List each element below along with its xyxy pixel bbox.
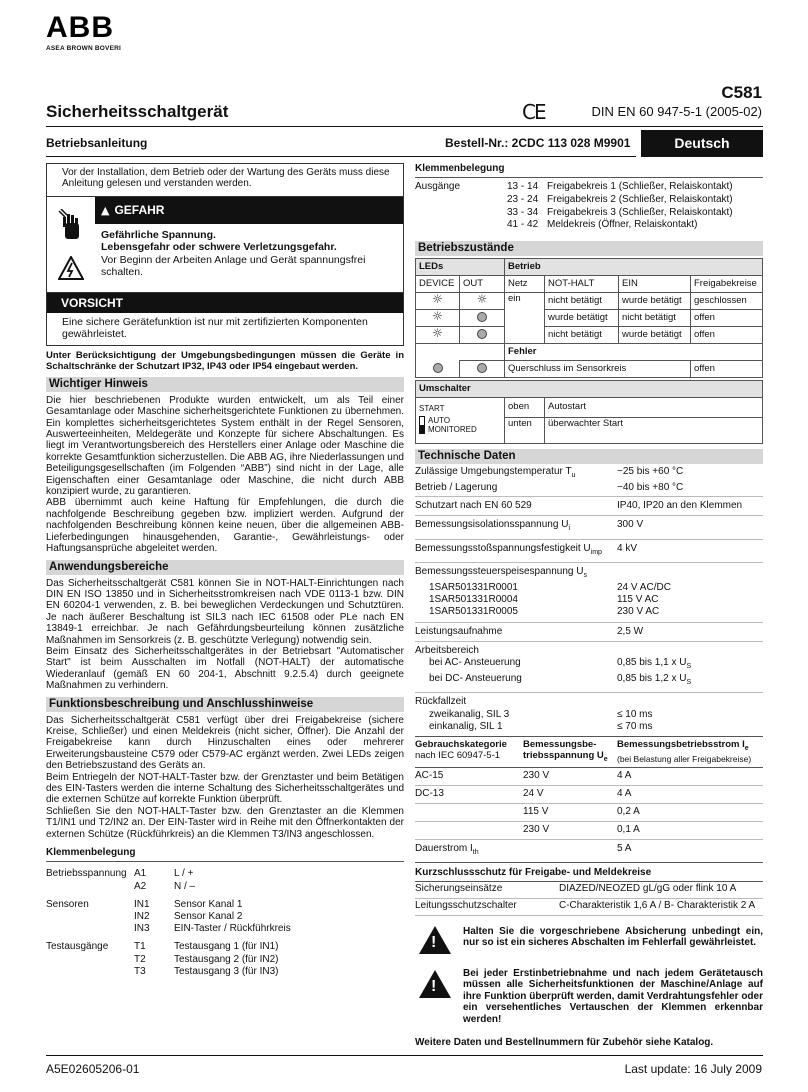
notice-text: Vor der Installation, dem Betrieb oder der Wartung des Geräts muss diese Anleitung gelesen und verstanden werden.	[62, 167, 390, 190]
state-cell: nicht betätigt	[619, 309, 691, 326]
warning-1	[415, 926, 763, 958]
gk-volt: 24 V	[523, 788, 544, 800]
warning-text: Bei jeder Erstinbetriebnahme und nach jedem Gerätetausch müssen alle Sicherheitsfunktionen der Maschine/Anlage auf ihre Funktion überprüft werden, damit Verdrahtungsfehler oder ein versehentliches Vertauschen der Klemmen erkennbar werden!	[463, 967, 763, 1025]
gk-rows	[415, 768, 763, 840]
tech-label: bei AC- Ansteuerung	[429, 657, 521, 668]
terminal-row	[134, 868, 195, 880]
kurz-row	[415, 882, 763, 899]
terminal-group	[46, 899, 404, 936]
kurz-label: Sicherungseinsätze	[415, 883, 503, 895]
col-nothalt: NOT-HALT	[545, 275, 619, 292]
tech-label: Rückfallzeit	[415, 696, 467, 708]
tech-label: Bemessungssteuerspeisespannung U	[415, 565, 584, 577]
terminal-group	[46, 941, 404, 978]
tech-sub: S	[686, 663, 692, 670]
danger-line: Lebensgefahr oder schwere Verletzungsgefahr.	[101, 241, 337, 254]
tech-label: Schutzart nach EN 60 529	[415, 500, 532, 512]
betrieb-header: Betrieb	[505, 258, 763, 275]
section-heading-tech: Technische Daten	[415, 449, 763, 464]
terminal-id: 33 - 34	[507, 206, 539, 218]
terminal-row	[134, 954, 279, 966]
supply-id: 1SAR501331R0004	[429, 594, 518, 606]
high-voltage-icon	[58, 256, 84, 280]
warning-triangle-icon: ▲	[101, 203, 110, 217]
logo-subtitle: ASEA BROWN BOVERI	[46, 45, 122, 52]
klemmen-left-table	[46, 868, 404, 978]
right-column	[415, 163, 763, 1049]
klemmen-right-list	[507, 181, 733, 231]
terminal-row	[134, 923, 291, 935]
terminal-desc: EIN-Taster / Rückführkreis	[174, 923, 291, 935]
caution-box	[46, 293, 404, 346]
funktion-paragraph: Schließen Sie den NOT-HALT-Taster bzw. den Grenztaster an die Klemmen T1/IN1 und T2/IN2 an. Der EIN-Taster wird in Reihe mit den Öffnerkontakten der externen Schütze (Rückführkreis) an die Klemmen T3/IN3 angeschlossen.	[46, 805, 404, 840]
terminal-desc: Meldekreis (Öffner, Relaiskontakt)	[547, 219, 698, 231]
switch-start-label: START	[419, 403, 445, 413]
tech-value: 0,85 bis 1,2 x U	[617, 673, 687, 685]
warning-2	[415, 968, 763, 1025]
kurz-value: DIAZED/NEOZED gL/gG oder flink 10 A	[559, 883, 737, 895]
tech-label: Zulässige Umgebungstemperatur T	[415, 465, 572, 477]
tech-label: Bemessungsisolationsspannung U	[415, 519, 569, 531]
tech-value: 0,85 bis 1,1 x U	[617, 657, 687, 668]
section-heading-anwendung: Anwendungsbereiche	[46, 560, 404, 575]
terminal-desc: Freigabekreis 1 (Schließer, Relaiskontakt)	[547, 181, 733, 193]
terminal-id: T2	[134, 953, 146, 965]
gk-sub: e	[603, 755, 608, 763]
danger-icons	[47, 197, 95, 292]
tech-label: zweikanalig, SIL 3	[429, 708, 510, 720]
gk-h1b: nach IEC 60947-5-1	[415, 750, 501, 762]
footer-doc-number: A5E02605206-01	[46, 1062, 140, 1076]
range-block	[415, 642, 763, 694]
danger-label: GEFAHR	[114, 203, 165, 218]
supply-value: 24 V AC/DC	[617, 581, 671, 593]
supply-id: 1SAR501331R0005	[429, 606, 518, 618]
model-number: C581	[721, 83, 762, 102]
fehler-header: Fehler	[505, 343, 763, 360]
switch-val: überwachter Start	[545, 417, 763, 443]
supply-row	[415, 606, 763, 618]
danger-line: Gefährliche Spannung.	[101, 229, 216, 241]
tech-value: IP40, IP20 an den Klemmen	[617, 500, 743, 512]
klemmen-right-block	[415, 181, 763, 231]
switch-slider-icon	[419, 416, 425, 434]
terminal-desc: N / –	[174, 880, 196, 892]
terminal-rows	[134, 899, 291, 936]
klemmen-right-label: Ausgänge	[415, 181, 461, 193]
umschalter-header: Umschalter	[416, 380, 763, 397]
terminal-id: T1	[134, 941, 146, 953]
terminal-id: 23 - 24	[507, 193, 539, 205]
supply-row	[415, 594, 763, 606]
warning-icon: !	[415, 968, 463, 1002]
tech-value: −25 bis +60 °C	[617, 465, 684, 477]
gk-header	[415, 737, 763, 768]
terminal-id: IN2	[134, 911, 150, 923]
gk-row	[415, 786, 763, 804]
terminal-id: IN3	[134, 923, 150, 935]
supply-value: 115 V AC	[617, 594, 659, 606]
gk-curr: 0,1 A	[617, 824, 640, 836]
led-on-icon: ☼	[432, 309, 443, 324]
order-number: Bestell-Nr.: 2CDC 113 028 M9901	[445, 136, 631, 150]
terminal-row	[134, 911, 291, 923]
terminal-id: A1	[134, 868, 147, 880]
ce-mark-icon: CE	[522, 100, 545, 124]
gk-row	[415, 768, 763, 786]
enclosure-note: Unter Berücksichtigung der Umgebungsbedingungen müssen die Geräte in Schaltschränke der Schutzart IP32, IP43 oder IP54 eingebaut werden.	[46, 350, 404, 373]
state-cell: wurde betätigt	[545, 309, 619, 326]
switch-auto-label: AUTO	[428, 415, 451, 425]
switch-diagram	[416, 397, 505, 443]
section-heading-wichtig: Wichtiger Hinweis	[46, 377, 404, 392]
terminal-row	[507, 219, 733, 232]
tech-label: Betrieb / Lagerung	[415, 481, 498, 493]
tech-sub: S	[686, 679, 692, 687]
terminal-row	[507, 181, 733, 194]
tech-sub: th	[472, 848, 479, 856]
danger-box	[46, 197, 404, 293]
tech-label: Dauerstrom I	[415, 842, 473, 854]
klemmen-right-title: Klemmenbelegung	[415, 163, 763, 178]
terminal-id: A2	[134, 880, 147, 892]
supply-value: 230 V AC	[617, 606, 660, 618]
switch-pos: unten	[505, 417, 545, 443]
netz-value: ein	[505, 292, 545, 343]
gk-curr: 4 A	[617, 788, 632, 800]
caution-text: Eine sichere Gerätefunktion ist nur mit zertifizierten Komponenten gewährleistet.	[62, 316, 368, 341]
supply-list	[415, 582, 763, 619]
terminal-row	[134, 899, 291, 911]
gk-cat: DC-13	[415, 788, 444, 800]
terminal-id: IN1	[134, 898, 150, 910]
terminal-group-label: Betriebsspannung	[46, 868, 127, 880]
col-device: DEVICE	[416, 275, 460, 292]
tech-label: Arbeitsbereich	[415, 644, 479, 656]
tech-sub: s	[583, 571, 587, 579]
switch-pos: oben	[505, 397, 545, 417]
tech-label: Leistungsaufnahme	[415, 625, 503, 637]
fehler-state: offen	[691, 360, 763, 377]
terminal-id: T3	[134, 965, 146, 977]
col-ein: EIN	[619, 275, 691, 292]
gk-h1: Gebrauchskategorie	[415, 739, 507, 751]
state-cell: nicht betätigt	[545, 326, 619, 343]
gk-curr: 0,2 A	[617, 806, 640, 818]
state-cell: wurde betätigt	[619, 292, 691, 309]
kurz-title: Kurzschlussschutz für Freigabe- und Meldekreise	[415, 867, 763, 881]
terminal-rows	[134, 868, 195, 892]
terminal-row	[507, 207, 733, 220]
tech-label: bei DC- Ansteuerung	[429, 673, 522, 685]
left-column	[46, 163, 404, 978]
state-cell: offen	[691, 309, 763, 326]
tech-label: einkanalig, SIL 1	[429, 720, 503, 732]
tech-sub: i	[568, 525, 570, 533]
terminal-row	[134, 941, 279, 953]
gk-volt: 115 V	[523, 806, 549, 818]
funktion-paragraph: Das Sicherheitsschaltgerät C581 verfügt über drei Freigabekreise (sichere Kreise, Schließer) und einen Meldekreis (nicht sicher, Öffner). Die Anzahl der Freigabekreise kann durch Hinzuschalten eines oder mehrerer Erweiterungsbausteine C579 oder C579-AC ergänzt werden. Zwei LEDs zeigen den Betriebszustand des Geräts an.	[46, 714, 404, 772]
kurz-rows	[415, 882, 763, 916]
tech-sub: imp	[590, 548, 602, 556]
terminal-row	[507, 194, 733, 207]
col-out: OUT	[460, 275, 505, 292]
fehler-text: Querschluss im Sensorkreis	[505, 360, 691, 377]
led-off-icon	[433, 363, 443, 373]
tech-value: 300 V	[617, 519, 644, 531]
switch-val: Autostart	[545, 397, 763, 417]
gk-h3: Bemessungsbetriebsstrom I	[617, 739, 745, 751]
tech-value: 4 kV	[617, 542, 638, 554]
section-heading-betrieb: Betriebszustände	[415, 241, 763, 256]
klemmen-left-title: Klemmenbelegung	[46, 847, 404, 862]
gk-row	[415, 822, 763, 840]
danger-content	[95, 197, 403, 292]
tech-data	[415, 466, 763, 1050]
section-heading-funktion: Funktionsbeschreibung und Anschlusshinweise	[46, 697, 404, 712]
gk-curr: 4 A	[617, 770, 632, 782]
anwendung-paragraph: Beim Einsatz des Sicherheitsschaltgerätes in der Betriebsart "Automatischer Start" ist beim Ausschalten im Notfall (NOT-HALT) der automatische Wiederanlauf (gemäß EN 60 204-1, Abschnitt 9.2.5.4) durch geeignete Maßnahmen zu verhindern.	[46, 645, 404, 692]
kurz-value: C-Charakteristik 1,6 A / B- Charakteristik 2 A	[559, 900, 756, 912]
state-cell: nicht betätigt	[545, 292, 619, 309]
tech-value: ≤ 70 ms	[617, 720, 653, 732]
tech-label: Bemessungsstoßspannungsfestigkeit U	[415, 542, 591, 554]
col-netz: Netz	[505, 275, 545, 292]
switch-monitored-label: MONITORED	[428, 424, 477, 434]
gk-h3b: (bei Belastung aller Freigabekreise)	[617, 753, 752, 764]
supply-id: 1SAR501331R0001	[429, 581, 518, 593]
wichtig-paragraph: Die hier beschriebenen Produkte wurden entwickelt, um als Teil einer Gesamtanlage oder Maschine sicherheitsgerichtete Funktionen zu übernehmen. Ein komplettes sicherheitsgerichtetes System enthält in der Regel Sensoren, Auswerteeinheiten, Meldegeräte und Konzepte für sichere Abschaltungen. Es liegt im Verantwortungsbereich des Herstellers einer Anlage oder Maschine die korrekte Gesamtfunktion sicherzustellen. Die ABB AG, ihre Niederlassungen und Beteiligungsgesellschaften (im Folgenden “ABB”) sind nicht in der Lage, alle Eigenschaften einer Gesamtanlage oder Maschine, die nicht durch ABB konzipiert wurde, zu garantieren.	[46, 394, 404, 498]
gk-h2b: triebsspannung U	[523, 750, 604, 762]
led-off-icon	[477, 329, 487, 339]
terminal-id: 13 - 14	[507, 181, 539, 193]
divider	[46, 156, 636, 157]
gk-row	[415, 804, 763, 822]
page-title: Sicherheitsschaltgerät	[46, 102, 229, 121]
terminal-desc: Testausgang 2 (für IN2)	[174, 953, 279, 965]
supply-row	[415, 582, 763, 594]
danger-line: Vor Beginn der Arbeiten Anlage und Gerät spannungsfrei schalten.	[101, 253, 366, 279]
led-off-icon	[477, 363, 487, 373]
gk-h2: Bemessungsbe-	[523, 739, 597, 751]
tech-value: 5 A	[617, 842, 632, 854]
gk-volt: 230 V	[523, 824, 550, 836]
col-freigabe: Freigabekreise	[691, 275, 763, 292]
betrieb-table	[415, 258, 763, 378]
gk-cat: AC-15	[415, 770, 444, 782]
terminal-id: 41 - 42	[507, 219, 539, 231]
led-on-icon: ☼	[432, 326, 443, 341]
norm-reference: DIN EN 60 947-5-1 (2005-02)	[591, 104, 762, 119]
state-cell: offen	[691, 326, 763, 343]
warning-icon: !	[415, 926, 463, 958]
abb-logo	[46, 11, 126, 53]
terminal-group-label: Sensoren	[46, 898, 89, 910]
divider	[46, 126, 763, 127]
terminal-row	[134, 966, 279, 978]
state-cell: geschlossen	[691, 292, 763, 309]
terminal-desc: Freigabekreis 3 (Schließer, Relaiskontakt)	[547, 206, 733, 218]
anwendung-paragraph: Das Sicherheitsschaltgerät C581 können Sie in NOT-HALT-Einrichtungen nach DIN EN ISO 13850 und in Sicherheitsstromkreisen nach VDE 0113-1 bzw. DIN EN 60204-1 verwenden, z. B. bei beweglichen Verdeckungen und Schutztüren. Je nach äußerer Beschaltung ist SIL3 nach IEC 61508 oder PLe nach EN 13849-1 erreichbar. Je nach Gefährdungsbeurteilung können zusätzliche Maßnahmen im Sensorkreis (z. B. geschützte Verlegung) notwendig sein.	[46, 577, 404, 646]
tech-value: 2,5 W	[617, 625, 644, 637]
kurz-row	[415, 899, 763, 916]
danger-text	[95, 224, 403, 279]
led-on-icon: ☼	[476, 292, 488, 307]
logo-text: ABB	[46, 11, 114, 44]
funktion-paragraph: Beim Entriegeln der NOT-HALT-Taster bzw. der Grenztaster und beim Betätigen des EIN-Tasters werden die interne Schaltung des Sicherheitsschaltgerätes und die externen Schütze auf korrekte Funktion überprüft.	[46, 771, 404, 806]
more-info: Weitere Daten und Bestellnummern für Zubehör siehe Katalog.	[415, 1036, 714, 1048]
terminal-desc: L / +	[174, 868, 194, 880]
release-block	[415, 693, 763, 737]
terminal-desc: Testausgang 3 (für IN3)	[174, 965, 279, 977]
terminal-rows	[134, 941, 279, 978]
led-on-icon: ☼	[432, 292, 443, 307]
tech-value: −40 bis +80 °C	[617, 481, 684, 493]
gk-sub: e	[744, 744, 749, 752]
umschalter-table	[415, 380, 763, 444]
notice-box	[46, 163, 404, 197]
warning-text: Halten Sie die vorgeschriebene Absicherung unbedingt ein, nur so ist ein sicheres Abschalten im Fehlerfall gewährleistet.	[463, 925, 763, 948]
leds-header: LEDs	[416, 258, 505, 275]
terminal-row	[134, 881, 195, 893]
caution-label: VORSICHT	[47, 293, 403, 313]
language-badge: Deutsch	[641, 130, 763, 157]
supply-block	[415, 563, 763, 623]
terminal-group-label: Testausgänge	[46, 941, 109, 953]
terminal-desc: Testausgang 1 (für IN1)	[174, 941, 279, 953]
footer-divider	[46, 1055, 763, 1056]
tech-sub: u	[571, 471, 576, 479]
subtitle: Betriebsanleitung	[46, 136, 148, 150]
tech-value: ≤ 10 ms	[617, 708, 653, 720]
led-off-icon	[477, 312, 487, 322]
terminal-group	[46, 868, 404, 892]
gk-volt: 230 V	[523, 770, 550, 782]
wichtig-paragraph: ABB übernimmt auch keine Haftung für Empfehlungen, die durch die nachfolgende Beschreibung gegeben bzw. impliziert werden. Aufgrund der nachfolgenden Beschreibung können keine neuen, über die allgemeinen ABB-Lieferbedingungen hinausgehenden, Garantie-, Gewährleistungs- oder Haftungsansprüche abgeleitet werden.	[46, 497, 404, 555]
kurz-label: Leitungsschutzschalter	[415, 900, 517, 912]
state-cell: wurde betätigt	[619, 326, 691, 343]
terminal-desc: Freigabekreis 2 (Schließer, Relaiskontakt)	[547, 193, 733, 205]
terminal-desc: Sensor Kanal 2	[174, 911, 243, 923]
footer-update: Last update: 16 July 2009	[624, 1062, 762, 1076]
danger-header	[95, 197, 403, 224]
terminal-desc: Sensor Kanal 1	[174, 898, 243, 910]
hand-shock-icon	[57, 209, 85, 241]
